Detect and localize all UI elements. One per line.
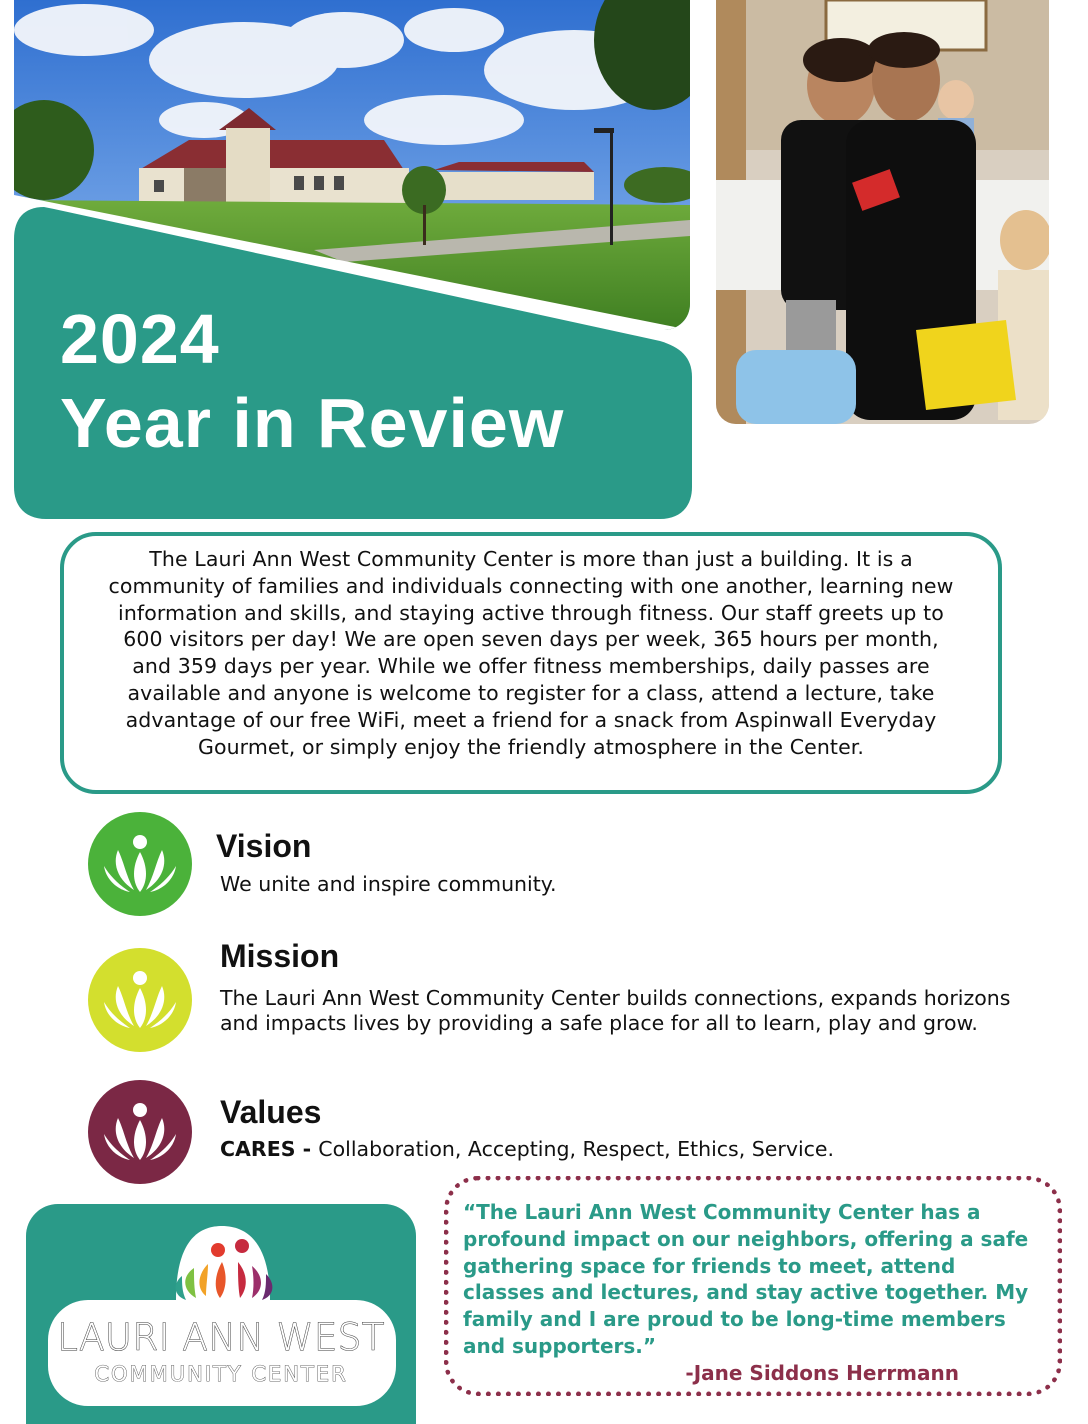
intro-box [60, 532, 1002, 794]
values-text: Collaboration, Accepting, Respect, Ethics, Service. [318, 1137, 835, 1161]
mission-icon [88, 948, 192, 1052]
vision-heading: Vision [216, 828, 312, 864]
values-icon [88, 1080, 192, 1184]
values-label: CARES [220, 1137, 296, 1161]
title-year: 2024 [60, 300, 220, 378]
mission-heading: Mission [220, 938, 340, 974]
logo-panel [26, 1204, 416, 1424]
kids-photo [716, 0, 1049, 424]
values-text-line [220, 1137, 1060, 1162]
quote-author: -Jane Siddons Herrmann [685, 1360, 959, 1385]
intro-text: The Lauri Ann West Community Center is more than just a building. It is a community of families and individuals connecting with one another, learning new information and skills, and staying active through fitness. Our staff greets up to 600 visitors per day! We are open seven days per week, 365 hours per month, and 359 days per year. While we offer fitness memberships, daily passes are available and anyone is welcome to register for a class, attend a lecture, take advantage of our free WiFi, meet a friend for a snack from Aspinwall Everyday Gourmet, or simply enjoy the friendly atmosphere in the Center. [108, 547, 954, 759]
logo-mark-icon [26, 1204, 416, 1424]
quote-text: “The Lauri Ann West Community Center has a profound impact on our neighbors, offering a safe gathering space for friends to meet, attend classes and lectures, and stay active together. My family and I are proud to be long-time members and supporters.” [463, 1200, 1029, 1358]
title-block [14, 207, 692, 519]
logo-tagline: COMMUNITY CENTER [94, 1362, 348, 1386]
testimonial-quote-box [444, 1176, 1062, 1396]
logo-name: LAURI ANN WEST [57, 1316, 385, 1359]
title-subtitle: Year in Review [60, 384, 565, 462]
values-heading: Values [220, 1094, 322, 1130]
vision-icon [88, 812, 192, 916]
mission-text: The Lauri Ann West Community Center builds connections, expands horizons and impacts lives by providing a safe place for all to learn, play and grow. [220, 986, 1011, 1035]
values-separator: - [295, 1137, 319, 1161]
vision-text: We unite and inspire community. [220, 872, 557, 896]
